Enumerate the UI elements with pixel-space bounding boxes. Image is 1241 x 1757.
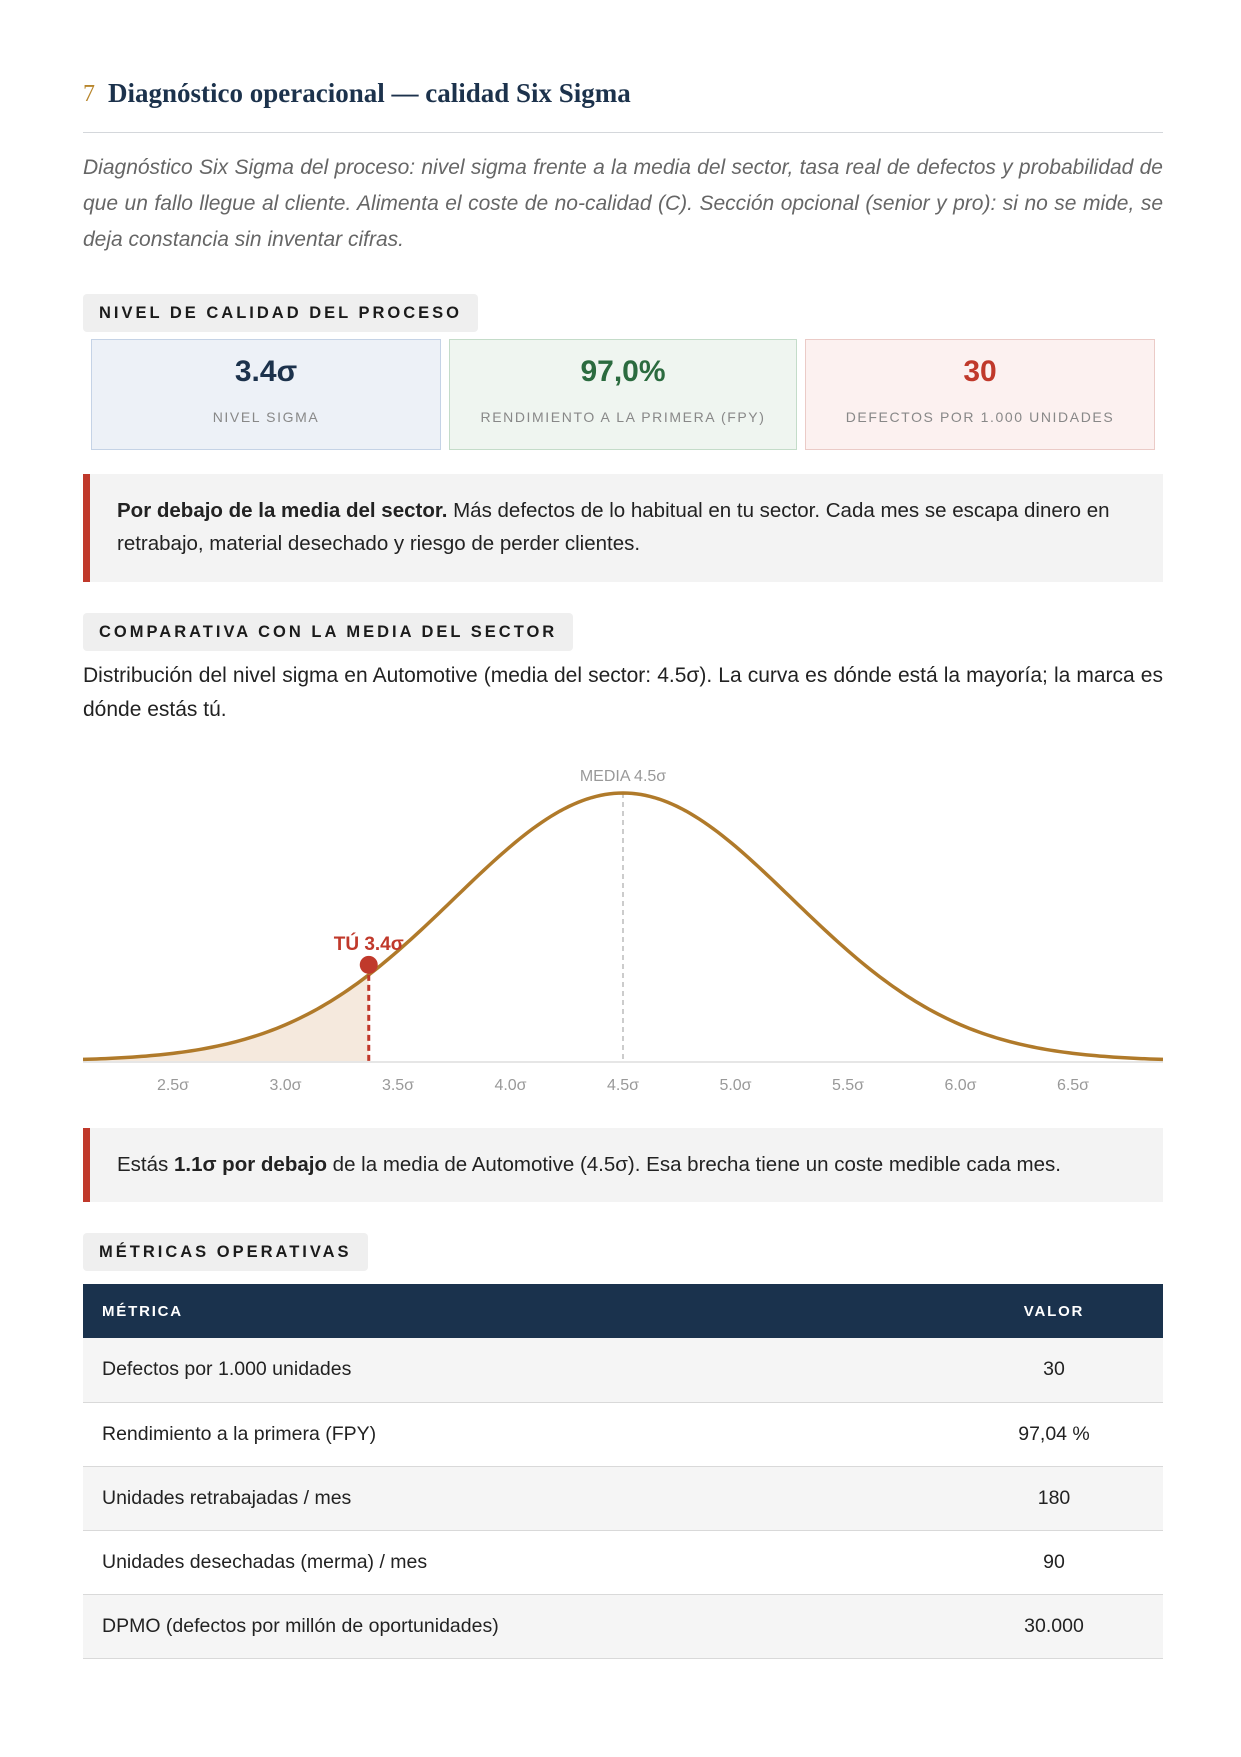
x-tick-labels	[157, 1077, 1089, 1094]
x-tick-label: 4.5σ	[606, 1077, 640, 1094]
table-row	[83, 1466, 1163, 1530]
comparison-heading: COMPARATIVA CON LA MEDIA DEL SECTOR	[83, 613, 573, 651]
section-title: Diagnóstico operacional — calidad Six Sigma	[108, 78, 631, 108]
kpi-value: 97,0%	[580, 355, 666, 388]
gap-suffix: de la media de Automotive (4.5σ). Esa brecha tiene un coste medible cada mes.	[326, 1153, 1061, 1176]
metric-name: Defectos por 1.000 unidades	[102, 1358, 352, 1381]
section-number: 7	[83, 81, 95, 107]
metric-name: Unidades retrabajadas / mes	[102, 1486, 352, 1509]
metrics-heading: MÉTRICAS OPERATIVAS	[83, 1233, 368, 1271]
alert-bold-text: Por debajo de la media del sector.	[117, 499, 448, 522]
kpi-card-fpy	[449, 339, 797, 450]
kpi-value: 30	[963, 355, 997, 388]
x-tick-label: 5.0σ	[719, 1077, 752, 1094]
x-tick-label: 6.0σ	[944, 1077, 977, 1094]
section-header	[83, 80, 1163, 133]
your-position-label: TÚ 3.4σ	[333, 933, 404, 955]
gap-prefix: Estás	[117, 1153, 174, 1176]
metric-value: 30	[1043, 1358, 1065, 1381]
x-tick-label: 6.5σ	[1056, 1077, 1090, 1094]
kpi-label: DEFECTOS POR 1.000 UNIDADES	[845, 409, 1115, 425]
kpi-card-defects	[805, 339, 1155, 450]
quality-heading: NIVEL DE CALIDAD DEL PROCESO	[83, 294, 478, 332]
mean-label: MEDIA 4.5σ	[579, 768, 667, 785]
gap-bold-text: 1.1σ por debajo	[173, 1153, 327, 1176]
metric-value: 180	[1037, 1486, 1071, 1509]
alert-text: Más defectos de lo habitual en tu sector. Cada mes se escapa dinero en retrabajo, material desechado y riesgo de perder clientes.	[117, 499, 1110, 555]
sigma-distribution-chart	[83, 755, 1163, 1107]
x-tick-label: 3.5σ	[381, 1077, 415, 1094]
table-row	[83, 1530, 1163, 1594]
x-tick-label: 2.5σ	[156, 1077, 190, 1094]
kpi-card-sigma	[91, 339, 441, 450]
gap-callout	[83, 1128, 1163, 1202]
metric-name: Unidades desechadas (merma) / mes	[102, 1550, 428, 1573]
table-header-row	[83, 1284, 1163, 1338]
table-row	[83, 1338, 1163, 1402]
comparison-description: Distribución del nivel sigma en Automotive (media del sector: 4.5σ). La curva es dónde está la mayoría; la marca es dónde estás tú.	[83, 664, 1163, 721]
column-header-metric: MÉTRICA	[102, 1302, 183, 1320]
below-you-area	[83, 975, 369, 1061]
x-tick-label: 3.0σ	[269, 1077, 302, 1094]
section-intro: Diagnóstico Six Sigma del proceso: nivel sigma frente a la media del sector, tasa real de defectos y probabilidad de que un fallo llegue al cliente. Alimenta el coste de no-calidad (C). Sección opcional (senior y pro): si no se mide, se deja constancia sin inventar cifras.	[83, 156, 1163, 251]
x-tick-label: 4.0σ	[494, 1077, 527, 1094]
your-position-marker	[360, 956, 378, 974]
metric-value: 90	[1043, 1550, 1065, 1573]
table-row	[83, 1402, 1163, 1466]
kpi-label: NIVEL SIGMA	[212, 409, 320, 425]
column-header-value: VALOR	[1023, 1302, 1085, 1320]
metric-name: DPMO (defectos por millón de oportunidades)	[102, 1614, 499, 1637]
x-tick-label: 5.5σ	[831, 1077, 865, 1094]
table-row	[83, 1594, 1163, 1658]
kpi-label: RENDIMIENTO A LA PRIMERA (FPY)	[480, 409, 766, 425]
metric-name: Rendimiento a la primera (FPY)	[102, 1422, 377, 1445]
kpi-value: 3.4σ	[234, 355, 298, 388]
metric-value: 30.000	[1024, 1614, 1084, 1637]
metrics-table	[83, 1284, 1163, 1659]
below-average-alert	[83, 474, 1163, 582]
metric-value: 97,04 %	[1018, 1422, 1090, 1445]
